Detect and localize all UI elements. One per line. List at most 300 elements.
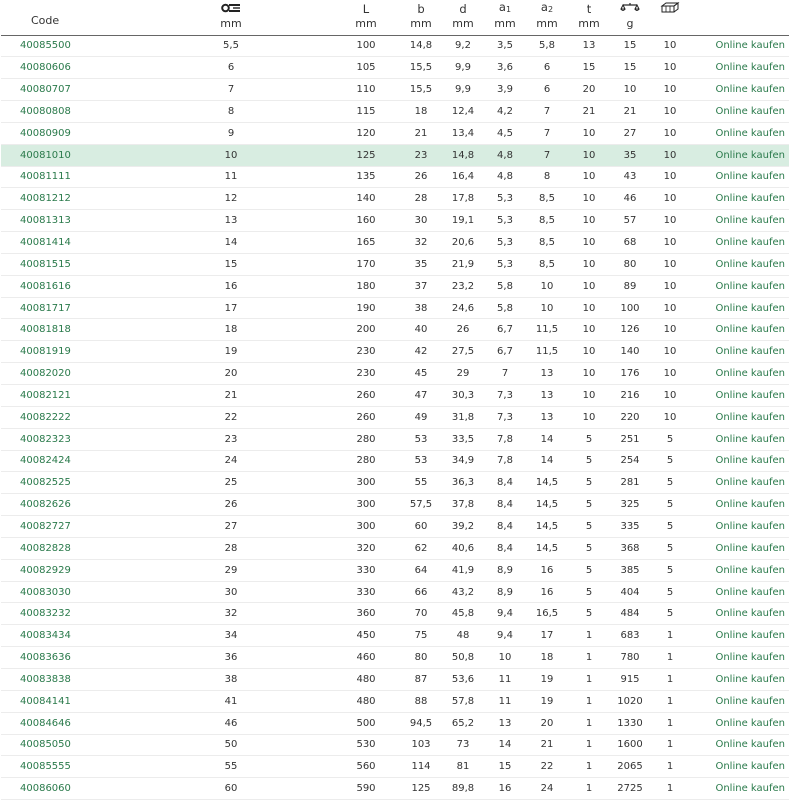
product-code-link[interactable]: 40080909: [1, 122, 131, 144]
cell-g: 368: [609, 537, 651, 559]
cell-d: 48: [441, 625, 485, 647]
online-kaufen-link[interactable]: Online kaufen: [689, 756, 789, 778]
cell-b: 53: [401, 428, 441, 450]
cell-d: 17,8: [441, 188, 485, 210]
product-code-link[interactable]: 40085050: [1, 734, 131, 756]
product-code-link[interactable]: 40081111: [1, 166, 131, 188]
spanner-size-icon: [131, 3, 331, 16]
cell-g: 15: [609, 35, 651, 57]
online-kaufen-link[interactable]: Online kaufen: [689, 297, 789, 319]
online-kaufen-link[interactable]: Online kaufen: [689, 385, 789, 407]
cell-d: 40,6: [441, 537, 485, 559]
table-row: [1, 494, 789, 516]
cell-b: 114: [401, 756, 441, 778]
cell-qty: 1: [651, 625, 689, 647]
header-size-unit: mm: [220, 16, 242, 30]
cell-a1: 15: [485, 756, 525, 778]
online-kaufen-link[interactable]: Online kaufen: [689, 778, 789, 800]
cell-a1: 3,6: [485, 57, 525, 79]
online-kaufen-link[interactable]: Online kaufen: [689, 690, 789, 712]
table-row: [1, 122, 789, 144]
online-kaufen-link[interactable]: Online kaufen: [689, 363, 789, 385]
cell-a1: 3,5: [485, 35, 525, 57]
cell-a2: 13: [525, 385, 569, 407]
cell-d: 39,2: [441, 516, 485, 538]
product-code-link[interactable]: 40081616: [1, 275, 131, 297]
online-kaufen-link[interactable]: Online kaufen: [689, 275, 789, 297]
header-d: d mm: [441, 0, 485, 35]
cell-t: 1: [569, 734, 609, 756]
package-quantity-icon: [651, 2, 689, 16]
cell-a1: 5,3: [485, 253, 525, 275]
product-code-link[interactable]: 40083434: [1, 625, 131, 647]
cell-L: 125: [331, 144, 401, 166]
table-row: [1, 668, 789, 690]
cell-size: 11: [131, 166, 331, 188]
header-code: Code: [1, 0, 131, 35]
table-header: [1, 0, 789, 35]
cell-g: 251: [609, 428, 651, 450]
cell-g: 57: [609, 210, 651, 232]
online-kaufen-link[interactable]: Online kaufen: [689, 35, 789, 57]
cell-d: 30,3: [441, 385, 485, 407]
cell-a1: 5,3: [485, 210, 525, 232]
cell-L: 140: [331, 188, 401, 210]
cell-t: 5: [569, 603, 609, 625]
header-pack: [651, 0, 689, 35]
cell-qty: 1: [651, 734, 689, 756]
cell-t: 10: [569, 385, 609, 407]
cell-L: 530: [331, 734, 401, 756]
table-row: [1, 363, 789, 385]
cell-a2: 14,5: [525, 494, 569, 516]
cell-d: 19,1: [441, 210, 485, 232]
product-code-link[interactable]: 40085500: [1, 35, 131, 57]
cell-size: 25: [131, 472, 331, 494]
table-row: [1, 428, 789, 450]
cell-t: 20: [569, 79, 609, 101]
cell-d: 13,4: [441, 122, 485, 144]
cell-L: 190: [331, 297, 401, 319]
online-kaufen-link[interactable]: Online kaufen: [689, 188, 789, 210]
cell-a1: 6,7: [485, 341, 525, 363]
cell-d: 73: [441, 734, 485, 756]
product-code-link[interactable]: 40082222: [1, 406, 131, 428]
cell-d: 53,6: [441, 668, 485, 690]
online-kaufen-link[interactable]: Online kaufen: [689, 734, 789, 756]
cell-a1: 7,3: [485, 406, 525, 428]
cell-a1: 7,8: [485, 428, 525, 450]
cell-size: 17: [131, 297, 331, 319]
online-kaufen-link[interactable]: Online kaufen: [689, 450, 789, 472]
cell-a2: 19: [525, 690, 569, 712]
cell-b: 14,8: [401, 35, 441, 57]
cell-a1: 8,9: [485, 581, 525, 603]
product-code-link[interactable]: 40083030: [1, 581, 131, 603]
online-kaufen-link[interactable]: Online kaufen: [689, 559, 789, 581]
cell-qty: 5: [651, 516, 689, 538]
cell-g: 35: [609, 144, 651, 166]
online-kaufen-link[interactable]: Online kaufen: [689, 494, 789, 516]
header-t: t mm: [569, 0, 609, 35]
product-code-link[interactable]: 40081010: [1, 144, 131, 166]
table-row: [1, 144, 789, 166]
product-code-link[interactable]: 40080707: [1, 79, 131, 101]
cell-a2: 18: [525, 647, 569, 669]
cell-t: 1: [569, 647, 609, 669]
cell-b: 57,5: [401, 494, 441, 516]
product-code-link[interactable]: 40081414: [1, 232, 131, 254]
cell-size: 12: [131, 188, 331, 210]
cell-t: 5: [569, 450, 609, 472]
table-row: [1, 603, 789, 625]
cell-g: 10: [609, 79, 651, 101]
cell-d: 37,8: [441, 494, 485, 516]
table-row: [1, 79, 789, 101]
product-code-link[interactable]: 40082121: [1, 385, 131, 407]
scale-weight-icon: [609, 2, 651, 16]
product-code-link[interactable]: 40082828: [1, 537, 131, 559]
cell-a1: 4,2: [485, 101, 525, 123]
table-row: [1, 166, 789, 188]
cell-d: 36,3: [441, 472, 485, 494]
cell-g: 385: [609, 559, 651, 581]
cell-g: 1330: [609, 712, 651, 734]
cell-L: 120: [331, 122, 401, 144]
cell-t: 10: [569, 253, 609, 275]
online-kaufen-link[interactable]: Online kaufen: [689, 537, 789, 559]
cell-a2: 8,5: [525, 253, 569, 275]
cell-a2: 16: [525, 581, 569, 603]
cell-d: 41,9: [441, 559, 485, 581]
cell-g: 780: [609, 647, 651, 669]
cell-qty: 10: [651, 35, 689, 57]
cell-a1: 3,9: [485, 79, 525, 101]
cell-d: 43,2: [441, 581, 485, 603]
cell-t: 10: [569, 275, 609, 297]
cell-qty: 5: [651, 537, 689, 559]
cell-L: 260: [331, 406, 401, 428]
cell-a1: 8,4: [485, 516, 525, 538]
cell-b: 62: [401, 537, 441, 559]
cell-d: 9,9: [441, 57, 485, 79]
cell-a2: 8,5: [525, 232, 569, 254]
header-size: [131, 0, 331, 35]
online-kaufen-link[interactable]: Online kaufen: [689, 253, 789, 275]
product-code-link[interactable]: 40081212: [1, 188, 131, 210]
cell-t: 10: [569, 210, 609, 232]
cell-size: 8: [131, 101, 331, 123]
cell-t: 1: [569, 690, 609, 712]
cell-g: 216: [609, 385, 651, 407]
cell-L: 360: [331, 603, 401, 625]
cell-b: 35: [401, 253, 441, 275]
cell-a2: 11,5: [525, 341, 569, 363]
cell-b: 38: [401, 297, 441, 319]
cell-b: 49: [401, 406, 441, 428]
cell-d: 23,2: [441, 275, 485, 297]
product-code-link[interactable]: 40082929: [1, 559, 131, 581]
cell-qty: 10: [651, 406, 689, 428]
cell-a2: 13: [525, 363, 569, 385]
cell-L: 300: [331, 494, 401, 516]
cell-a1: 6,7: [485, 319, 525, 341]
cell-g: 325: [609, 494, 651, 516]
cell-qty: 5: [651, 559, 689, 581]
cell-size: 38: [131, 668, 331, 690]
cell-a1: 9,4: [485, 603, 525, 625]
cell-t: 5: [569, 494, 609, 516]
cell-a1: 16: [485, 778, 525, 800]
online-kaufen-link[interactable]: Online kaufen: [689, 232, 789, 254]
cell-b: 88: [401, 690, 441, 712]
table-row: [1, 734, 789, 756]
table-row: [1, 450, 789, 472]
product-code-link[interactable]: 40086060: [1, 778, 131, 800]
online-kaufen-link[interactable]: Online kaufen: [689, 166, 789, 188]
product-code-link[interactable]: 40081919: [1, 341, 131, 363]
cell-size: 36: [131, 647, 331, 669]
cell-g: 254: [609, 450, 651, 472]
cell-a1: 4,8: [485, 144, 525, 166]
cell-L: 460: [331, 647, 401, 669]
cell-size: 27: [131, 516, 331, 538]
product-table: [1, 0, 789, 800]
cell-a2: 14,5: [525, 516, 569, 538]
cell-d: 21,9: [441, 253, 485, 275]
cell-qty: 10: [651, 275, 689, 297]
header-weight: [609, 0, 651, 35]
table-row: [1, 778, 789, 800]
cell-size: 15: [131, 253, 331, 275]
product-code-link[interactable]: 40082020: [1, 363, 131, 385]
cell-d: 89,8: [441, 778, 485, 800]
cell-qty: 5: [651, 472, 689, 494]
table-row: [1, 756, 789, 778]
cell-g: 68: [609, 232, 651, 254]
cell-a2: 14,5: [525, 472, 569, 494]
cell-g: 683: [609, 625, 651, 647]
table-row: [1, 625, 789, 647]
cell-L: 170: [331, 253, 401, 275]
cell-b: 32: [401, 232, 441, 254]
cell-L: 590: [331, 778, 401, 800]
cell-g: 176: [609, 363, 651, 385]
online-kaufen-link[interactable]: Online kaufen: [689, 101, 789, 123]
online-kaufen-link[interactable]: Online kaufen: [689, 516, 789, 538]
cell-g: 484: [609, 603, 651, 625]
product-code-link[interactable]: 40084141: [1, 690, 131, 712]
online-kaufen-link[interactable]: Online kaufen: [689, 625, 789, 647]
table-row: [1, 101, 789, 123]
online-kaufen-link[interactable]: Online kaufen: [689, 712, 789, 734]
product-code-link[interactable]: 40082727: [1, 516, 131, 538]
product-code-link[interactable]: 40083636: [1, 647, 131, 669]
cell-d: 29: [441, 363, 485, 385]
cell-a2: 10: [525, 297, 569, 319]
cell-b: 66: [401, 581, 441, 603]
cell-a2: 8,5: [525, 210, 569, 232]
cell-L: 560: [331, 756, 401, 778]
cell-qty: 1: [651, 756, 689, 778]
online-kaufen-link[interactable]: Online kaufen: [689, 319, 789, 341]
product-code-link[interactable]: 40084646: [1, 712, 131, 734]
cell-L: 280: [331, 450, 401, 472]
table-row: [1, 35, 789, 57]
cell-g: 2065: [609, 756, 651, 778]
cell-a2: 6: [525, 79, 569, 101]
cell-qty: 10: [651, 297, 689, 319]
cell-b: 80: [401, 647, 441, 669]
online-kaufen-link[interactable]: Online kaufen: [689, 406, 789, 428]
cell-L: 110: [331, 79, 401, 101]
cell-size: 18: [131, 319, 331, 341]
online-kaufen-link[interactable]: Online kaufen: [689, 79, 789, 101]
cell-g: 220: [609, 406, 651, 428]
product-code-link[interactable]: 40081818: [1, 319, 131, 341]
online-kaufen-link[interactable]: Online kaufen: [689, 341, 789, 363]
online-kaufen-link[interactable]: Online kaufen: [689, 57, 789, 79]
cell-a1: 14: [485, 734, 525, 756]
cell-L: 480: [331, 668, 401, 690]
cell-a2: 14: [525, 450, 569, 472]
online-kaufen-link[interactable]: Online kaufen: [689, 647, 789, 669]
online-kaufen-link[interactable]: Online kaufen: [689, 603, 789, 625]
cell-t: 5: [569, 537, 609, 559]
cell-L: 280: [331, 428, 401, 450]
cell-size: 16: [131, 275, 331, 297]
product-code-link[interactable]: 40081313: [1, 210, 131, 232]
cell-b: 103: [401, 734, 441, 756]
cell-a2: 13: [525, 406, 569, 428]
cell-t: 10: [569, 363, 609, 385]
product-code-link[interactable]: 40082323: [1, 428, 131, 450]
cell-b: 28: [401, 188, 441, 210]
cell-L: 135: [331, 166, 401, 188]
cell-a2: 24: [525, 778, 569, 800]
cell-t: 1: [569, 712, 609, 734]
cell-size: 41: [131, 690, 331, 712]
cell-b: 15,5: [401, 57, 441, 79]
cell-size: 46: [131, 712, 331, 734]
cell-g: 15: [609, 57, 651, 79]
product-code-link[interactable]: 40083838: [1, 668, 131, 690]
product-code-link[interactable]: 40080606: [1, 57, 131, 79]
cell-g: 1600: [609, 734, 651, 756]
cell-a1: 5,8: [485, 275, 525, 297]
cell-a1: 5,8: [485, 297, 525, 319]
online-kaufen-link[interactable]: Online kaufen: [689, 144, 789, 166]
cell-L: 330: [331, 581, 401, 603]
cell-t: 5: [569, 472, 609, 494]
cell-size: 19: [131, 341, 331, 363]
cell-size: 29: [131, 559, 331, 581]
cell-a2: 17: [525, 625, 569, 647]
table-row: [1, 275, 789, 297]
cell-a2: 10: [525, 275, 569, 297]
cell-b: 45: [401, 363, 441, 385]
cell-t: 5: [569, 516, 609, 538]
cell-g: 27: [609, 122, 651, 144]
cell-g: 80: [609, 253, 651, 275]
table-row: [1, 581, 789, 603]
table-row: [1, 253, 789, 275]
online-kaufen-link[interactable]: Online kaufen: [689, 210, 789, 232]
cell-g: 46: [609, 188, 651, 210]
online-kaufen-link[interactable]: Online kaufen: [689, 581, 789, 603]
cell-a2: 16: [525, 559, 569, 581]
product-code-link[interactable]: 40085555: [1, 756, 131, 778]
product-code-link[interactable]: 40081717: [1, 297, 131, 319]
cell-d: 24,6: [441, 297, 485, 319]
online-kaufen-link[interactable]: Online kaufen: [689, 472, 789, 494]
cell-a2: 5,8: [525, 35, 569, 57]
cell-b: 23: [401, 144, 441, 166]
cell-b: 64: [401, 559, 441, 581]
cell-qty: 10: [651, 232, 689, 254]
cell-L: 200: [331, 319, 401, 341]
product-code-link[interactable]: 40080808: [1, 101, 131, 123]
cell-d: 27,5: [441, 341, 485, 363]
header-a1: $a_1$ mm: [485, 0, 525, 35]
table-row: [1, 516, 789, 538]
cell-L: 450: [331, 625, 401, 647]
product-code-link[interactable]: 40082626: [1, 494, 131, 516]
cell-b: 53: [401, 450, 441, 472]
online-kaufen-link[interactable]: Online kaufen: [689, 668, 789, 690]
cell-qty: 1: [651, 647, 689, 669]
cell-a2: 16,5: [525, 603, 569, 625]
cell-g: 1020: [609, 690, 651, 712]
product-code-link[interactable]: 40081515: [1, 253, 131, 275]
cell-g: 126: [609, 319, 651, 341]
online-kaufen-link[interactable]: Online kaufen: [689, 122, 789, 144]
header-b: b mm: [401, 0, 441, 35]
cell-d: 65,2: [441, 712, 485, 734]
table-row: [1, 537, 789, 559]
cell-a2: 7: [525, 101, 569, 123]
cell-a2: 20: [525, 712, 569, 734]
table-row: [1, 406, 789, 428]
cell-b: 125: [401, 778, 441, 800]
table-row: [1, 319, 789, 341]
cell-qty: 10: [651, 188, 689, 210]
cell-a2: 7: [525, 122, 569, 144]
cell-L: 180: [331, 275, 401, 297]
product-code-link[interactable]: 40082424: [1, 450, 131, 472]
online-kaufen-link[interactable]: Online kaufen: [689, 428, 789, 450]
table-row: [1, 57, 789, 79]
cell-a1: 8,4: [485, 472, 525, 494]
cell-L: 105: [331, 57, 401, 79]
cell-a2: 21: [525, 734, 569, 756]
product-code-link[interactable]: 40083232: [1, 603, 131, 625]
product-code-link[interactable]: 40082525: [1, 472, 131, 494]
cell-b: 47: [401, 385, 441, 407]
cell-L: 480: [331, 690, 401, 712]
cell-t: 10: [569, 122, 609, 144]
cell-size: 34: [131, 625, 331, 647]
cell-d: 26: [441, 319, 485, 341]
cell-size: 7: [131, 79, 331, 101]
cell-a2: 14,5: [525, 537, 569, 559]
cell-d: 31,8: [441, 406, 485, 428]
cell-d: 20,6: [441, 232, 485, 254]
cell-L: 320: [331, 537, 401, 559]
cell-qty: 5: [651, 450, 689, 472]
cell-g: 335: [609, 516, 651, 538]
table-row: [1, 712, 789, 734]
